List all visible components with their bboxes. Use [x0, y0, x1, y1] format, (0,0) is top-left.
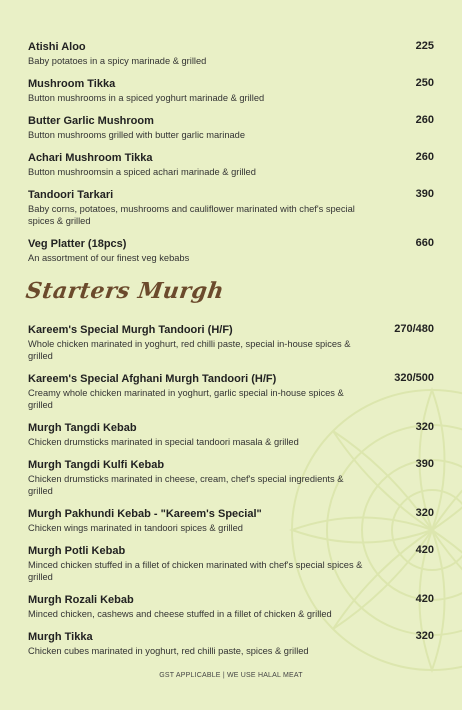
- menu-item: [28, 40, 434, 67]
- item-name: Achari Mushroom Tikka: [28, 152, 153, 164]
- item-name: Murgh Pakhundi Kebab - "Kareem's Special": [28, 508, 262, 520]
- item-price: 320: [415, 507, 434, 519]
- item-price: 320/500: [394, 372, 434, 384]
- menu-item: [28, 237, 434, 264]
- menu-item: [28, 372, 434, 411]
- item-name: Murgh Potli Kebab: [28, 545, 126, 557]
- menu-item: [28, 188, 434, 227]
- menu-item: [28, 77, 434, 104]
- item-description: Chicken drumsticks marinated in cheese, cream, chef's special ingredients & grilled: [28, 474, 344, 496]
- item-name: Butter Garlic Mushroom: [28, 115, 154, 127]
- menu-item: [28, 630, 434, 657]
- item-price: 225: [415, 40, 434, 52]
- item-name: Kareem's Special Murgh Tandoori (H/F): [28, 324, 233, 336]
- item-name: Atishi Aloo: [28, 41, 86, 53]
- item-price: 390: [415, 458, 434, 470]
- item-name: Murgh Tangdi Kebab: [28, 422, 137, 434]
- item-description: Baby corns, potatoes, mushrooms and cauliflower marinated with chef's special spices & grilled: [28, 204, 355, 226]
- menu-item: [28, 507, 434, 534]
- item-price: 320: [415, 421, 434, 433]
- menu-item: [28, 458, 434, 497]
- item-name: Veg Platter (18pcs): [28, 238, 127, 250]
- menu-item: [28, 593, 434, 620]
- item-name: Murgh Tikka: [28, 631, 93, 643]
- item-name: Murgh Rozali Kebab: [28, 594, 134, 606]
- item-name: Tandoori Tarkari: [28, 189, 114, 201]
- item-name: Murgh Tangdi Kulfi Kebab: [28, 459, 165, 471]
- item-price: 260: [415, 114, 434, 126]
- item-name: Kareem's Special Afghani Murgh Tandoori (H/F): [28, 373, 277, 385]
- item-price: 420: [415, 593, 434, 605]
- item-description: Whole chicken marinated in yoghurt, red chilli paste, special in-house spices & grilled: [28, 339, 351, 361]
- item-description: Chicken cubes marinated in yoghurt, red chilli paste, spices & grilled: [28, 646, 309, 656]
- item-price: 420: [415, 544, 434, 556]
- section-title: Starters Murgh: [24, 278, 226, 304]
- menu-item: [28, 114, 434, 141]
- item-description: Button mushrooms in a spiced yoghurt marinade & grilled: [28, 93, 265, 103]
- footer-note: GST APPLICABLE | WE USE HALAL MEAT: [159, 672, 303, 679]
- item-price: 320: [415, 630, 434, 642]
- menu-item: [28, 544, 434, 583]
- item-description: Button mushroomsin a spiced achari marinade & grilled: [28, 167, 256, 177]
- item-price: 260: [415, 151, 434, 163]
- item-price: 390: [415, 188, 434, 200]
- item-description: Minced chicken stuffed in a fillet of chicken marinated with chef's special spices & grilled: [28, 560, 363, 582]
- item-description: Button mushrooms grilled with butter garlic marinade: [28, 130, 246, 140]
- item-description: Creamy whole chicken marinated in yoghurt, garlic special in-house spices & grilled: [28, 388, 344, 410]
- item-description: Baby potatoes in a spicy marinade & grilled: [28, 56, 207, 66]
- menu-item: [28, 421, 434, 448]
- menu-item: [28, 323, 434, 362]
- item-description: Chicken wings marinated in tandoori spices & grilled: [28, 523, 243, 533]
- item-name: Mushroom Tikka: [28, 78, 116, 90]
- menu-item: [28, 151, 434, 178]
- item-price: 660: [415, 237, 434, 249]
- item-description: Minced chicken, cashews and cheese stuffed in a fillet of chicken & grilled: [28, 609, 332, 619]
- item-price: 250: [415, 77, 434, 89]
- item-price: 270/480: [394, 323, 434, 335]
- item-description: Chicken drumsticks marinated in special tandoori masala & grilled: [28, 437, 299, 447]
- item-description: An assortment of our finest veg kebabs: [28, 253, 190, 263]
